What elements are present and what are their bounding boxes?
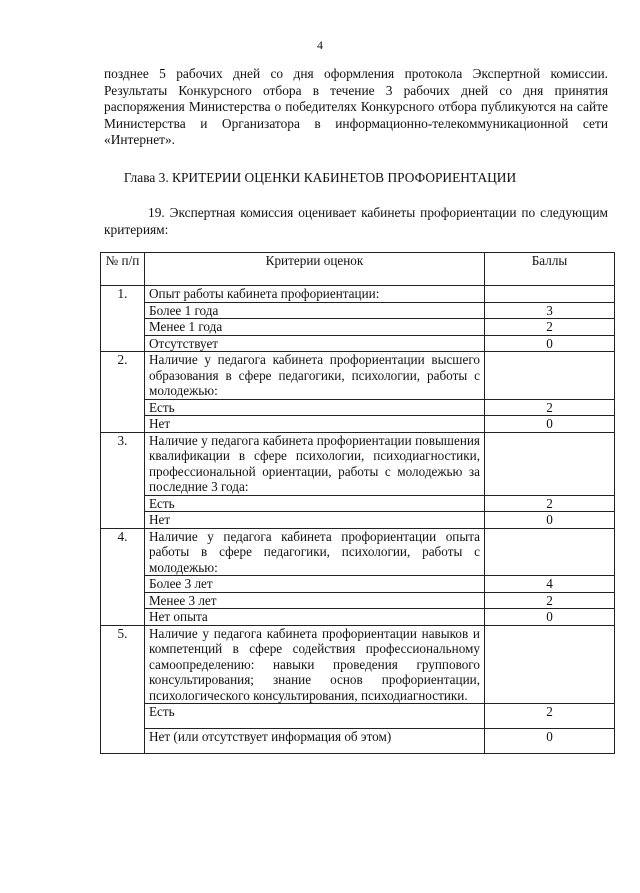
- option-points: 3: [485, 302, 615, 319]
- option-points: 0: [485, 609, 615, 626]
- criterion-row: [101, 625, 615, 704]
- option-row: [101, 592, 615, 609]
- criterion-points-blank: [485, 286, 615, 303]
- option-label: Нет (или отсутствует информация об этом): [145, 729, 485, 754]
- option-points: 2: [485, 704, 615, 729]
- option-points: 0: [485, 512, 615, 529]
- option-label: Есть: [145, 495, 485, 512]
- option-row: [101, 729, 615, 754]
- option-label: Нет: [145, 416, 485, 433]
- option-row: [101, 495, 615, 512]
- criterion-points-blank: [485, 352, 615, 400]
- criterion-title: Наличие у педагога кабинета профориентации повышения квалификации в сфере психологии, психодиагностики, профессиональной ориентации, работы с молодежью за последние 3 года:: [145, 432, 485, 495]
- criterion-row: [101, 528, 615, 576]
- option-points: 0: [485, 416, 615, 433]
- criterion-title: Наличие у педагога кабинета профориентации навыков и компетенций в сфере содействия профессиональному самоопределению: навыки проведения группового консультирования; знание основ профориентации, психологического консультирования, психодиагностики.: [145, 625, 485, 704]
- option-points: 2: [485, 399, 615, 416]
- header-points: Баллы: [485, 253, 615, 286]
- option-row: [101, 512, 615, 529]
- criterion-title: Наличие у педагога кабинета профориентации опыта работы в сфере педагогики, психологии, работы с молодежью:: [145, 528, 485, 576]
- chapter-title: Глава 3. КРИТЕРИИ ОЦЕНКИ КАБИНЕТОВ ПРОФОРИЕНТАЦИИ: [123, 170, 517, 185]
- option-label: Менее 1 года: [145, 319, 485, 336]
- option-row: [101, 399, 615, 416]
- criterion-points-blank: [485, 625, 615, 704]
- criterion-points-blank: [485, 528, 615, 576]
- option-points: 2: [485, 592, 615, 609]
- criterion-number: 3.: [101, 432, 145, 528]
- option-label: Нет опыта: [145, 609, 485, 626]
- option-row: [101, 609, 615, 626]
- option-row: [101, 302, 615, 319]
- option-label: Есть: [145, 704, 485, 729]
- criterion-title: Наличие у педагога кабинета профориентации высшего образования в сфере педагогики, психологии, работы с молодежью:: [145, 352, 485, 400]
- option-row: [101, 335, 615, 352]
- criteria-table: [100, 252, 615, 754]
- option-points: 2: [485, 495, 615, 512]
- option-row: [101, 416, 615, 433]
- paragraph-19: 19. Экспертная комиссия оценивает кабинеты профориентации по следующим критериям:: [104, 205, 608, 237]
- option-label: Отсутствует: [145, 335, 485, 352]
- option-points: 0: [485, 729, 615, 754]
- criterion-row: [101, 286, 615, 303]
- criterion-points-blank: [485, 432, 615, 495]
- option-row: [101, 576, 615, 593]
- criterion-number: 2.: [101, 352, 145, 433]
- criterion-row: [101, 432, 615, 495]
- table-header-row: [101, 253, 615, 286]
- option-label: Есть: [145, 399, 485, 416]
- option-points: 0: [485, 335, 615, 352]
- option-row: [101, 319, 615, 336]
- option-row: [101, 704, 615, 729]
- option-points: 2: [485, 319, 615, 336]
- intro-paragraph: позднее 5 рабочих дней со дня оформления протокола Экспертной комиссии. Результаты Конкурсного отбора в течение 3 рабочих дней со дня принятия распоряжения Министерства о победителях Конкурсного отбора публикуются на сайте Министерства и Организатора в информационно-телекоммуникационной сети «Интернет».: [104, 66, 608, 147]
- criterion-number: 4.: [101, 528, 145, 625]
- criterion-row: [101, 352, 615, 400]
- option-points: 4: [485, 576, 615, 593]
- option-label: Менее 3 лет: [145, 592, 485, 609]
- header-num: № п/п: [101, 253, 145, 286]
- option-label: Более 1 года: [145, 302, 485, 319]
- criterion-number: 5.: [101, 625, 145, 754]
- option-label: Нет: [145, 512, 485, 529]
- criterion-title: Опыт работы кабинета профориентации:: [145, 286, 485, 303]
- header-criteria: Критерии оценок: [145, 253, 485, 286]
- page-number: 4: [317, 38, 323, 52]
- option-label: Более 3 лет: [145, 576, 485, 593]
- criterion-number: 1.: [101, 286, 145, 352]
